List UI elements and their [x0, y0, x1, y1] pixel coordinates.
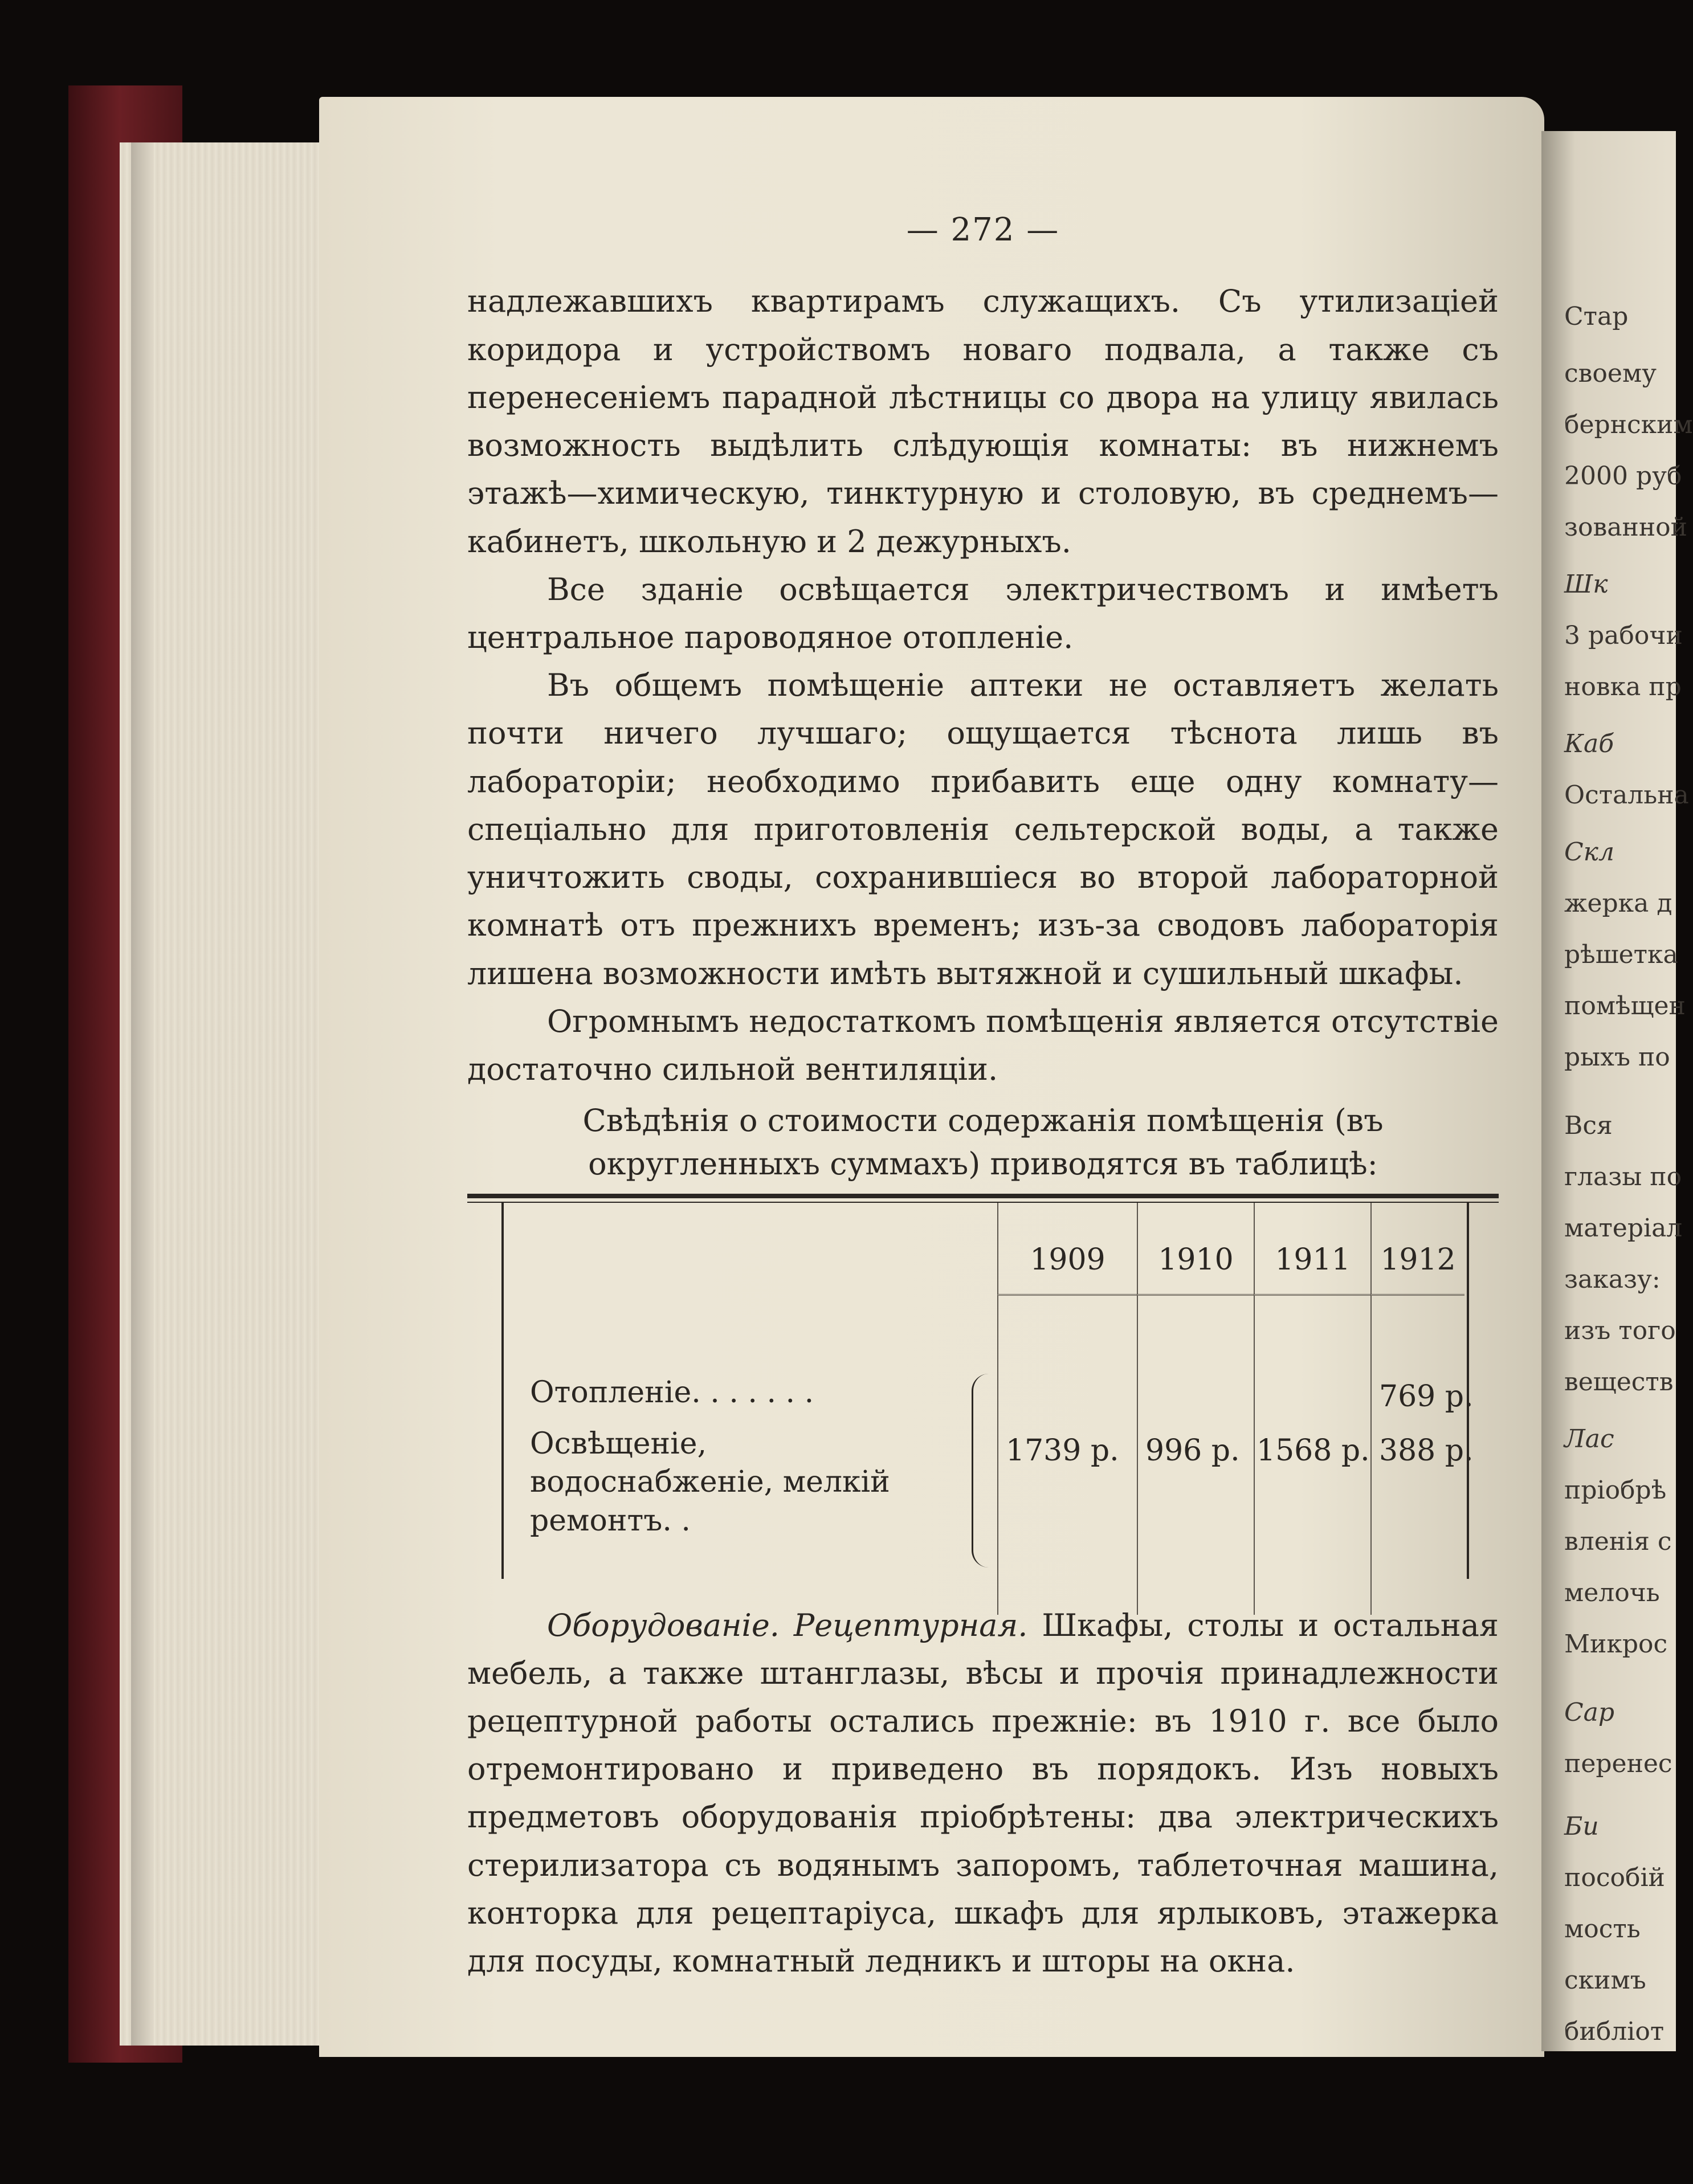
right-page-fragment: бернским: [1564, 410, 1693, 439]
right-page-fragment: Саp: [1564, 1698, 1615, 1727]
amount-1912-heating: 769 р.: [1379, 1379, 1474, 1414]
right-page-fragment: своему: [1564, 359, 1657, 388]
year-header: 1909: [997, 1203, 1137, 1296]
right-page-fragment: перенес: [1564, 1749, 1672, 1778]
right-page-fragment: Микрос: [1564, 1630, 1668, 1659]
right-page-fragment: 3 рабочи: [1564, 621, 1683, 650]
section-heading: Оборудованіе. Рецептурная.: [547, 1607, 1028, 1643]
paragraph: Все зданіе освѣщается электричествомъ и имѣетъ центральное пароводяное отопленіе.: [467, 571, 1499, 655]
table-brace: [972, 1374, 990, 1567]
page-number: — 272 —: [906, 211, 1060, 248]
year-header: 1911: [1254, 1203, 1370, 1296]
right-page-fragment: мость: [1564, 1914, 1641, 1944]
right-page-fragment: Скл: [1564, 838, 1614, 867]
right-page: [1541, 131, 1693, 2051]
table-caption: Свѣдѣнія о стоимости содержанія помѣщенія (въ округленныхъ суммахъ) приводятся въ таблицѣ:: [582, 1103, 1384, 1182]
amount-1909: 1739 р.: [1006, 1433, 1119, 1468]
cost-table: [467, 1203, 1499, 1579]
page-edge-shadow: [131, 142, 154, 2046]
amount-1911: 1568 р.: [1257, 1433, 1370, 1468]
equipment-text: Шкафы, столы и остальная мебель, а также штанглазы, вѣсы и прочія принадлежности рецептурной работы остались прежніе: въ 1910 г. все было отремонтировано и приведено въ порядокъ. Изъ новыхъ предметовъ оборудованія пріобрѣтены: два электрическихъ стерилизатора съ водянымъ запоромъ, таблеточная машина, конторка для рецептаріуса, шкафъ для ярлыковъ, этажерка для посуды, комнатный ледникъ и шторы на окна.: [467, 1607, 1499, 1979]
amount-1910: 996 р.: [1145, 1433, 1240, 1468]
year-header: 1912: [1370, 1203, 1464, 1296]
right-page-fragment: рѣшетка: [1564, 940, 1678, 969]
right-page-fragment: пріобрѣ: [1564, 1476, 1667, 1505]
right-page-fragment: матеріал: [1564, 1214, 1683, 1243]
right-page-fragment: 2000 руб: [1564, 462, 1682, 491]
right-page-fragment: веществ: [1564, 1367, 1674, 1397]
right-page-fragment: глазы по: [1564, 1162, 1682, 1191]
row-label-heating: Отопленіе. . . . . . .: [530, 1375, 814, 1410]
equipment-paragraph: [467, 1602, 1499, 1986]
page-content: [467, 205, 1499, 1985]
right-page-fragment: вленія с: [1564, 1527, 1672, 1556]
table-top-rule: [467, 1194, 1499, 1203]
right-page-fragment: помѣщен: [1564, 991, 1686, 1020]
right-page-fragment: новка пр: [1564, 672, 1682, 701]
right-page-fragment: библіот: [1564, 2017, 1665, 2046]
right-page-fragment: Стар: [1564, 302, 1629, 331]
paragraph: Огромнымъ недостаткомъ помѣщенія является отсутствіе достаточно сильной вентиляціи.: [467, 1003, 1499, 1088]
right-page-fragment: Каб: [1564, 729, 1614, 758]
paragraph: надлежавшихъ квартирамъ служащихъ. Съ утилизаціей коридора и устройствомъ новаго подвала, а также съ перенесеніемъ парадной лѣстницы со двора на улицу явилась возможность выдѣлить слѣдующія комнаты: въ нижнемъ этажѣ—химическую, тинктурную и столовую, въ среднемъ—кабинетъ, школьную и 2 дежурныхъ.: [467, 283, 1499, 560]
right-page-fragment: жерка д: [1564, 889, 1672, 918]
right-page-fragment: рыхъ по: [1564, 1043, 1670, 1072]
right-page-fragment: Лас: [1564, 1424, 1614, 1454]
right-page-fragment: изъ того: [1564, 1316, 1676, 1345]
right-page-fragment: пособій: [1564, 1863, 1665, 1892]
right-page-fragment: мелочь: [1564, 1578, 1660, 1607]
amount-1912: 388 р.: [1379, 1433, 1474, 1468]
right-page-fragment: зованной: [1564, 513, 1687, 542]
year-header: 1910: [1137, 1203, 1254, 1296]
right-page-fragment: Остальна: [1564, 781, 1689, 810]
right-page-fragment: Вся: [1564, 1111, 1613, 1140]
right-page-fragment: Би: [1564, 1812, 1599, 1841]
right-page-fragment: скимъ: [1564, 1966, 1646, 1995]
right-page-fragment: заказу:: [1564, 1265, 1661, 1294]
row-label-lighting: Освѣщеніе, водоснабженіе, мелкій ремонтъ. .: [530, 1426, 890, 1538]
paragraph: Въ общемъ помѣщеніе аптеки не оставляетъ желать почти ничего лучшаго; ощущается тѣснота лишь въ лабораторіи; необходимо прибавить еще одну комнату—спеціально для приготовленія сельтерской воды, а также уничтожить своды, сохранившіеся во второй лабораторной комнатѣ отъ прежнихъ временъ; изъ-за сводовъ лабораторія лишена возможности имѣть вытяжной и сушильный шкафы.: [467, 667, 1499, 991]
right-page-fragment: Шк: [1564, 570, 1608, 599]
